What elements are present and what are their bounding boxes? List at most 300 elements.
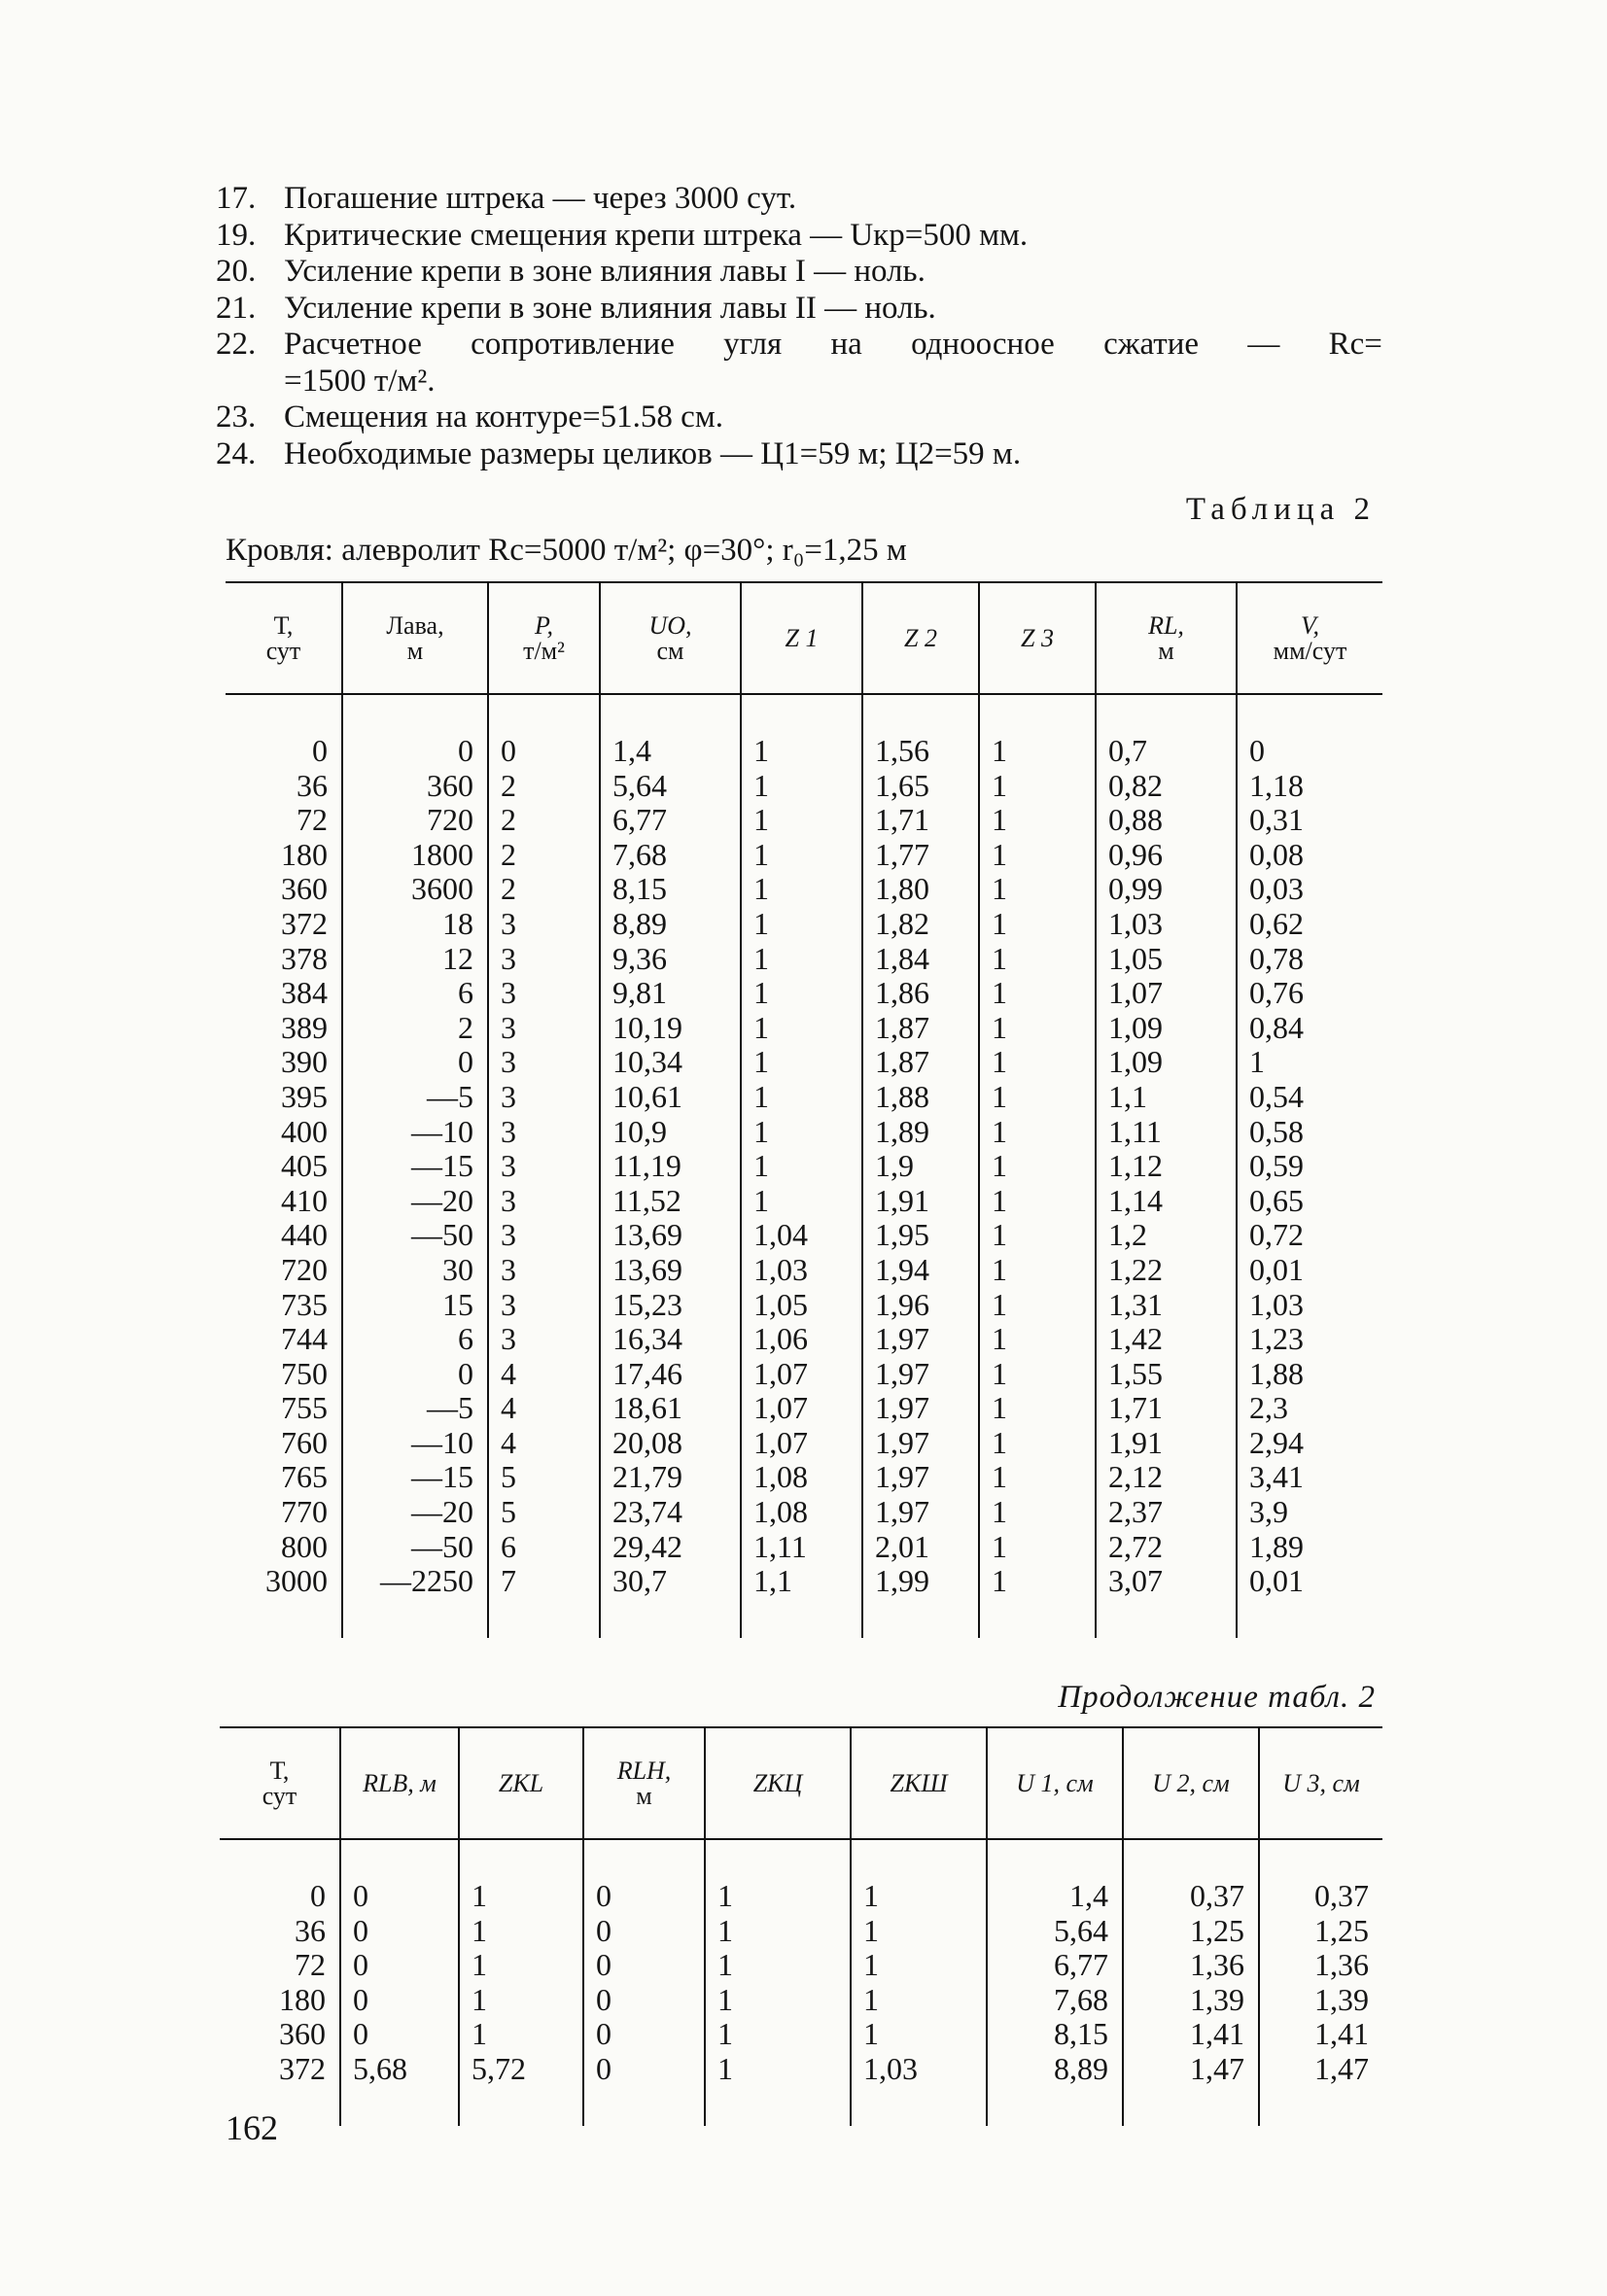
table-cell: 1,71 — [862, 803, 979, 838]
list-item — [216, 327, 1382, 364]
column-header: Т, сут — [226, 582, 342, 694]
table-cell: 5 — [488, 1495, 600, 1530]
table-cell: 1 — [979, 1391, 1096, 1426]
table-cell: 1 — [741, 1149, 862, 1184]
table-cell: 10,61 — [600, 1080, 741, 1115]
table-cell: 2,37 — [1096, 1495, 1237, 1530]
table-cell: 0,84 — [1237, 1011, 1382, 1046]
table-cell: 1 — [979, 1253, 1096, 1288]
table-cell: 1 — [741, 907, 862, 942]
table-row — [220, 1983, 1382, 2018]
table-cell: 1 — [741, 1011, 862, 1046]
table-cell: 1,41 — [1259, 2017, 1382, 2052]
table-cell: 10,34 — [600, 1045, 741, 1080]
table-cell: 1 — [459, 1879, 583, 1914]
table-cell: 1 — [979, 1495, 1096, 1530]
table-cell: 0 — [342, 1357, 488, 1392]
table-cell: 1,18 — [1237, 769, 1382, 804]
table-row — [226, 1149, 1382, 1184]
table-cell: 1,1 — [1096, 1080, 1237, 1115]
table-cell: 0 — [583, 1983, 705, 2018]
table-cell: 18,61 — [600, 1391, 741, 1426]
table-cell: 3 — [488, 1288, 600, 1323]
table-cell: 9,36 — [600, 942, 741, 977]
table-cell: 389 — [281, 1009, 328, 1045]
table-cell: 1,97 — [862, 1391, 979, 1426]
table-cell: 1 — [979, 1322, 1096, 1357]
column-header: Z 3 — [979, 582, 1096, 694]
table-cell: —50 — [342, 1530, 488, 1565]
table-cell: 0 — [340, 1948, 459, 1983]
table-header-row — [220, 1727, 1382, 1839]
table-cell: 0,01 — [1237, 1253, 1382, 1288]
table-row — [226, 1391, 1382, 1426]
table-cell: 1800 — [342, 838, 488, 873]
table-cell: 1 — [705, 1983, 851, 2018]
table-cell: 744 — [281, 1321, 328, 1357]
table-cell: 1,36 — [1123, 1948, 1259, 1983]
table-cell: 3 — [488, 1115, 600, 1150]
table-cell: 1,42 — [1096, 1322, 1237, 1357]
table-cell: 395 — [281, 1078, 328, 1114]
table-cell: 1,97 — [862, 1495, 979, 1530]
item-text: Усиление крепи в зоне влияния лавы I — ноль. — [284, 254, 926, 289]
list-item — [216, 364, 1382, 400]
table-cell: 1,47 — [1259, 2052, 1382, 2087]
table-cell: 0 — [583, 2052, 705, 2087]
table-cell: —10 — [342, 1426, 488, 1461]
column-header: Лава, м — [342, 582, 488, 694]
table-cell: 13,69 — [600, 1253, 741, 1288]
table-cell: 180 — [279, 1981, 326, 2017]
table-cell: 1,91 — [1096, 1426, 1237, 1461]
table-row — [220, 1914, 1382, 1949]
table-cell: 2,12 — [1096, 1460, 1237, 1495]
table-cell: 3 — [488, 1080, 600, 1115]
table-row — [226, 1460, 1382, 1495]
table-cell: 10,19 — [600, 1011, 741, 1046]
table-cell: 1,88 — [862, 1080, 979, 1115]
table-cell: 3 — [488, 1322, 600, 1357]
table-cell: 3,9 — [1237, 1495, 1382, 1530]
column-header: RL, м — [1096, 582, 1237, 694]
table-body — [220, 1839, 1382, 2126]
table-row — [226, 1253, 1382, 1288]
table-cell: 1 — [979, 1530, 1096, 1565]
table-cell: 30 — [342, 1253, 488, 1288]
table-row — [226, 1011, 1382, 1046]
table-cell: 16,34 — [600, 1322, 741, 1357]
table-row — [226, 1184, 1382, 1219]
table-cell: 1,11 — [741, 1530, 862, 1565]
table-cell: 770 — [281, 1494, 328, 1530]
table-cell: 0 — [583, 1948, 705, 1983]
table-cell: 1 — [741, 734, 862, 769]
table-row — [226, 769, 1382, 804]
table-cell: 10,9 — [600, 1115, 741, 1150]
table-cell: 1,39 — [1259, 1983, 1382, 2018]
table-subtitle: Кровля: алевролит Rc=5000 т/м²; φ=30°; r₀=1,25 м — [226, 533, 907, 568]
table-cell: 3 — [488, 976, 600, 1011]
table-cell: 0,76 — [1237, 976, 1382, 1011]
table-cell: 1 — [979, 769, 1096, 804]
table-cell: 7,68 — [600, 838, 741, 873]
table-cell: 760 — [281, 1424, 328, 1460]
table-cell: 2,3 — [1237, 1391, 1382, 1426]
table-cell: 1 — [459, 1948, 583, 1983]
table-cell: 5,72 — [459, 2052, 583, 2087]
table-row — [226, 1218, 1382, 1253]
table-cell: 1 — [979, 907, 1096, 942]
table-cell: 1,1 — [741, 1564, 862, 1599]
item-text: Критические смещения крепи штрека — Uкр=500 мм. — [284, 217, 1029, 253]
table-cell: 0 — [310, 1878, 326, 1913]
parameter-list — [216, 181, 1382, 472]
table-cell: 1,03 — [1237, 1288, 1382, 1323]
table-cell: 8,15 — [600, 872, 741, 907]
table-cell: 0,99 — [1096, 872, 1237, 907]
table-cell: 72 — [297, 802, 328, 838]
table-cell: 4 — [488, 1426, 600, 1461]
table-row — [220, 1948, 1382, 1983]
table-cell: 1 — [851, 1879, 987, 1914]
table-cell: 1,08 — [741, 1495, 862, 1530]
table-cell: 1,09 — [1096, 1011, 1237, 1046]
table-cell: 1 — [979, 942, 1096, 977]
table-cell: 1,07 — [741, 1426, 862, 1461]
table-cell: 0,88 — [1096, 803, 1237, 838]
table-cell: 0 — [583, 2017, 705, 2052]
item-number: 17. — [216, 181, 257, 216]
table-cell: 0,96 — [1096, 838, 1237, 873]
table-cell: 18 — [342, 907, 488, 942]
table-cell: 1 — [979, 1426, 1096, 1461]
list-item — [216, 181, 1382, 218]
table-cell: 1 — [979, 976, 1096, 1011]
table-cell: 17,46 — [600, 1357, 741, 1392]
table-cell: 2 — [342, 1011, 488, 1046]
table-cell: 1,94 — [862, 1253, 979, 1288]
table-cell: 360 — [279, 2016, 326, 2052]
table-cell: 0,78 — [1237, 942, 1382, 977]
table-cell: 1 — [979, 1218, 1096, 1253]
table-cell: 0,37 — [1259, 1879, 1382, 1914]
table-cell: 0,03 — [1237, 872, 1382, 907]
table-cell: 1,05 — [1096, 942, 1237, 977]
column-header: P, т/м² — [488, 582, 600, 694]
table-cell: 12 — [342, 942, 488, 977]
table-cell: 1,47 — [1123, 2052, 1259, 2087]
table-cell: 2,72 — [1096, 1530, 1237, 1565]
table-cell: 30,7 — [600, 1564, 741, 1599]
table-cell: 1 — [979, 803, 1096, 838]
table-cell: 0,72 — [1237, 1218, 1382, 1253]
table-cell: 1 — [979, 872, 1096, 907]
column-header: U 3, см — [1259, 1727, 1382, 1839]
table-cell: 1 — [979, 1184, 1096, 1219]
table-cell: 1 — [705, 1948, 851, 1983]
table-cell: 5,64 — [987, 1914, 1123, 1949]
table-cell: 800 — [281, 1528, 328, 1564]
item-number: 20. — [216, 254, 257, 289]
table-cell: 5,64 — [600, 769, 741, 804]
item-number: 19. — [216, 217, 257, 253]
table-cell: 1 — [979, 1011, 1096, 1046]
table-cell: 405 — [281, 1148, 328, 1184]
table-body — [226, 694, 1382, 1638]
table-cell: 1 — [741, 942, 862, 977]
table-cell: 1,09 — [1096, 1045, 1237, 1080]
table-cell: 0,37 — [1123, 1879, 1259, 1914]
table-cell: 3 — [488, 1045, 600, 1080]
table-cell: 0 — [342, 734, 488, 769]
table-cell: 180 — [281, 836, 328, 872]
table-cell: 1,97 — [862, 1322, 979, 1357]
column-header: UO, см — [600, 582, 741, 694]
table-cell: 1 — [459, 1914, 583, 1949]
list-item — [216, 218, 1382, 255]
table-row — [226, 1080, 1382, 1115]
table-cell: 1,22 — [1096, 1253, 1237, 1288]
table-cell: —20 — [342, 1495, 488, 1530]
item-number: 24. — [216, 435, 257, 471]
table-cell: 1 — [979, 1045, 1096, 1080]
results-table-continued — [220, 1726, 1382, 2126]
table-header-row — [226, 582, 1382, 694]
table-cell: 1,77 — [862, 838, 979, 873]
table-cell: 3 — [488, 1253, 600, 1288]
table-row — [226, 1288, 1382, 1323]
table-cell: 1 — [741, 872, 862, 907]
column-header: RLH, м — [583, 1727, 705, 1839]
table-cell: 6,77 — [987, 1948, 1123, 1983]
list-item — [216, 400, 1382, 436]
table-cell: —5 — [342, 1391, 488, 1426]
item-text: Погашение штрека — через 3000 сут. — [284, 181, 797, 216]
table-cell: 1,2 — [1096, 1218, 1237, 1253]
table-cell: 23,74 — [600, 1495, 741, 1530]
table-cell: 1 — [741, 1080, 862, 1115]
table-cell: 8,89 — [987, 2052, 1123, 2087]
table-cell: 3 — [488, 1011, 600, 1046]
table-cell: 1,25 — [1259, 1914, 1382, 1949]
table-cell: 3 — [488, 907, 600, 942]
table-cell: 72 — [295, 1947, 326, 1983]
table-cell: —15 — [342, 1149, 488, 1184]
table-cell: 1 — [851, 1948, 987, 1983]
table-cell: 7 — [488, 1564, 600, 1599]
results-table — [226, 581, 1382, 1638]
table-cell: 2 — [488, 769, 600, 804]
table-cell: 3,41 — [1237, 1460, 1382, 1495]
table-cell: 1,03 — [851, 2052, 987, 2087]
table-cell: 1,23 — [1237, 1322, 1382, 1357]
table-cell: —5 — [342, 1080, 488, 1115]
table-row — [226, 976, 1382, 1011]
table-row — [226, 838, 1382, 873]
table-cell: 3 — [488, 1218, 600, 1253]
table-cell: 36 — [295, 1912, 326, 1948]
table-cell: 1,41 — [1123, 2017, 1259, 2052]
table-cell: 0 — [340, 1879, 459, 1914]
table-row — [226, 1530, 1382, 1565]
table-cell: 1,99 — [862, 1564, 979, 1599]
table-cell: 1 — [705, 1914, 851, 1949]
table-cell: 1,25 — [1123, 1914, 1259, 1949]
table-cell: 755 — [281, 1390, 328, 1426]
table-cell: 0 — [583, 1914, 705, 1949]
list-item — [216, 291, 1382, 328]
table-cell: 1,65 — [862, 769, 979, 804]
table-row — [226, 907, 1382, 942]
table-cell: 0 — [340, 1914, 459, 1949]
table-cell: 2 — [488, 872, 600, 907]
table-cell: 29,42 — [600, 1530, 741, 1565]
table-cell: 5,68 — [340, 2052, 459, 2087]
table-cell: 720 — [281, 1251, 328, 1287]
table-cell: 1,97 — [862, 1460, 979, 1495]
table-cell: 20,08 — [600, 1426, 741, 1461]
table-cell: 1 — [979, 1288, 1096, 1323]
table-cell: 1 — [979, 734, 1096, 769]
item-number: 21. — [216, 290, 257, 326]
table-cell: 8,89 — [600, 907, 741, 942]
table-cell: 1,87 — [862, 1045, 979, 1080]
table-row — [226, 1495, 1382, 1530]
table-caption: Продолжение табл. 2 — [1058, 1680, 1376, 1715]
table-cell: 378 — [281, 940, 328, 976]
table-cell: 1,07 — [1096, 976, 1237, 1011]
table-cell: 1,14 — [1096, 1184, 1237, 1219]
table-cell: 3000 — [265, 1563, 328, 1599]
table-cell: 1,89 — [862, 1115, 979, 1150]
table-cell: 13,69 — [600, 1218, 741, 1253]
table-cell: 1,08 — [741, 1460, 862, 1495]
table-cell: 0,54 — [1237, 1080, 1382, 1115]
table-cell: 9,81 — [600, 976, 741, 1011]
table-row — [226, 872, 1382, 907]
table-cell: 1,87 — [862, 1011, 979, 1046]
table-cell: 0 — [342, 1045, 488, 1080]
table-cell: 21,79 — [600, 1460, 741, 1495]
table-cell: 1,07 — [741, 1391, 862, 1426]
table-row — [226, 1322, 1382, 1357]
table-cell: 2 — [488, 803, 600, 838]
table-cell: 3600 — [342, 872, 488, 907]
table-cell: 1 — [705, 2052, 851, 2087]
table-cell: 1,03 — [1096, 907, 1237, 942]
column-header: U 2, см — [1123, 1727, 1259, 1839]
table-row — [220, 2052, 1382, 2087]
table-cell: 1 — [741, 769, 862, 804]
table-cell: 1 — [979, 838, 1096, 873]
table-cell: 5 — [488, 1460, 600, 1495]
table-cell: 1 — [705, 1879, 851, 1914]
table-cell: 1,95 — [862, 1218, 979, 1253]
table-cell: 1,80 — [862, 872, 979, 907]
item-text: Необходимые размеры целиков — Ц1=59 м; Ц2=59 м. — [284, 435, 1022, 471]
page-number: 162 — [226, 2108, 278, 2147]
table-cell: 0,59 — [1237, 1149, 1382, 1184]
table-cell: 0,08 — [1237, 838, 1382, 873]
table-row — [226, 1045, 1382, 1080]
table-cell: 6 — [488, 1530, 600, 1565]
table-cell: 1 — [741, 838, 862, 873]
column-header: ZKШ — [851, 1727, 987, 1839]
table-cell: 1,03 — [741, 1253, 862, 1288]
table-cell: 1 — [851, 2017, 987, 2052]
table-cell: 3 — [488, 1149, 600, 1184]
column-header: Z 2 — [862, 582, 979, 694]
item-text: =1500 т/м². — [284, 363, 436, 399]
table-cell: 3 — [488, 942, 600, 977]
table-cell: 15 — [342, 1288, 488, 1323]
table-cell: 384 — [281, 975, 328, 1011]
table-cell: 360 — [342, 769, 488, 804]
list-item — [216, 436, 1382, 473]
table-cell: 372 — [279, 2050, 326, 2086]
table-cell: 1,4 — [600, 734, 741, 769]
table-cell: 11,52 — [600, 1184, 741, 1219]
table-cell: 1,31 — [1096, 1288, 1237, 1323]
table-cell: 0 — [488, 734, 600, 769]
table-cell: 4 — [488, 1357, 600, 1392]
table-row — [226, 1115, 1382, 1150]
item-text: Расчетное сопротивление угля на одноосное сжатие — Rc= — [284, 327, 1382, 362]
table-cell: 1,05 — [741, 1288, 862, 1323]
table-cell: 0,82 — [1096, 769, 1237, 804]
table-cell: 0,62 — [1237, 907, 1382, 942]
table-cell: 1,36 — [1259, 1948, 1382, 1983]
table-cell: 0,31 — [1237, 803, 1382, 838]
table-cell: 1,71 — [1096, 1391, 1237, 1426]
table-cell: 6 — [342, 1322, 488, 1357]
table-cell: 1,12 — [1096, 1149, 1237, 1184]
table-cell: 7,68 — [987, 1983, 1123, 2018]
table-cell: 1,06 — [741, 1322, 862, 1357]
table-cell: 1,04 — [741, 1218, 862, 1253]
list-item — [216, 254, 1382, 291]
table-cell: 2 — [488, 838, 600, 873]
table-cell: 15,23 — [600, 1288, 741, 1323]
table-cell: 0 — [340, 1983, 459, 2018]
table-cell: 1,56 — [862, 734, 979, 769]
table-cell: 1 — [741, 976, 862, 1011]
table-row — [226, 942, 1382, 977]
table-cell: 6 — [342, 976, 488, 1011]
table-row — [226, 1564, 1382, 1599]
table-cell: —50 — [342, 1218, 488, 1253]
table-cell: 360 — [281, 871, 328, 907]
table-cell: 1 — [979, 1149, 1096, 1184]
table-cell: 372 — [281, 905, 328, 941]
table-cell: 440 — [281, 1217, 328, 1253]
table-cell: 1,84 — [862, 942, 979, 977]
table-cell: 1 — [1237, 1045, 1382, 1080]
table-cell: 1,55 — [1096, 1357, 1237, 1392]
table-cell: 1,07 — [741, 1357, 862, 1392]
table-cell: 1,97 — [862, 1426, 979, 1461]
table-cell: 1,11 — [1096, 1115, 1237, 1150]
table-cell: —20 — [342, 1184, 488, 1219]
table-cell: 1,97 — [862, 1357, 979, 1392]
table-cell: 2,01 — [862, 1530, 979, 1565]
table-row — [226, 734, 1382, 769]
table-cell: 11,19 — [600, 1149, 741, 1184]
column-header: U 1, см — [987, 1727, 1123, 1839]
table-cell: 0 — [583, 1879, 705, 1914]
table-cell: 3 — [488, 1184, 600, 1219]
